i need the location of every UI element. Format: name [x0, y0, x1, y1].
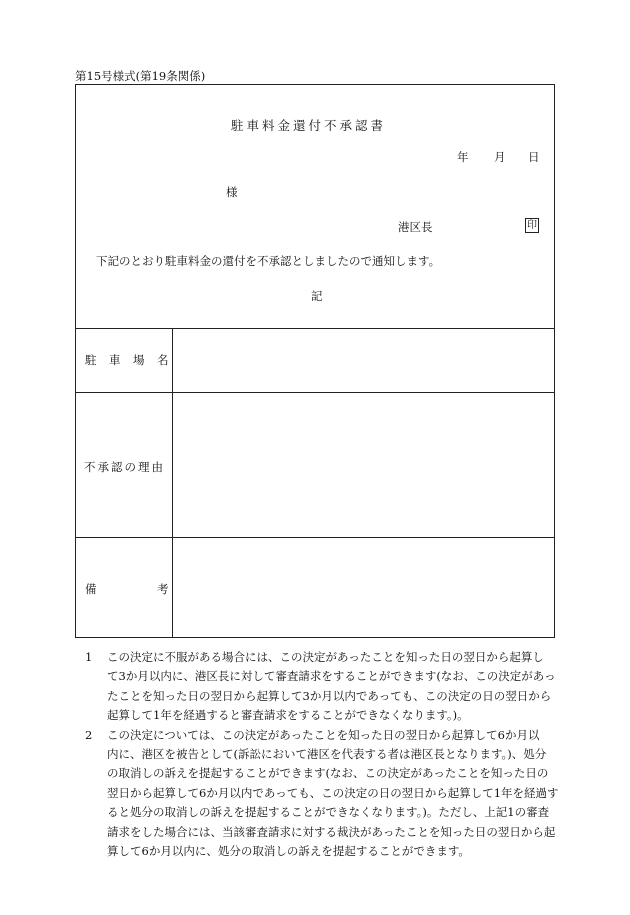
remarks-label-1: 備: [85, 582, 97, 596]
note-line: 起算して1年を経過すると審査請求をすることができなくなります。)。: [107, 708, 469, 723]
note-line: たことを知った日の翌日から起算して3か月以内であっても、この決定の日の翌日から: [107, 688, 552, 703]
note-line: 内に、港区を被告として(訴訟において港区を代表する者は港区長となります。)、処分: [107, 747, 547, 762]
note-item: [85, 648, 560, 726]
date-month-label: 月: [494, 150, 506, 164]
note-item: [85, 726, 560, 862]
document-title: 駐車料金還付不承認書: [231, 118, 387, 133]
remarks-field[interactable]: [173, 538, 555, 637]
parking-name-field[interactable]: [173, 329, 555, 391]
note-line: 翌日から起算して6か月以内であっても、この決定の日の翌日から起算して1年を経過す: [107, 785, 559, 800]
ki-heading: 記: [311, 289, 323, 303]
note-number: 1: [85, 650, 93, 664]
note-line: て3か月以内に、港区長に対して審査請求をすることができます(なお、この決定があっ: [107, 669, 556, 684]
notes-section: [85, 648, 560, 861]
parking-name-label-4: 名: [157, 353, 169, 367]
parking-name-label-1: 駐: [85, 353, 97, 367]
parking-name-label-3: 場: [133, 353, 145, 367]
reason-label: 不承認の理由: [84, 460, 165, 474]
intro-text: 下記のとおり駐車料金の還付を不承認としましたので通知します。: [96, 254, 441, 268]
note-line: の取消しの訴えを提起することができます(なお、この決定があったことを知った日の: [107, 766, 549, 781]
note-line: ると処分の取消しの訴えを提起することができなくなります。)。ただし、上記1の審査: [107, 805, 550, 820]
reason-field[interactable]: [173, 393, 555, 536]
addressee-suffix: 様: [226, 185, 238, 199]
note-number: 2: [85, 727, 93, 742]
note-line: 請求をした場合には、当該審査請求に対する裁決があったことを知った日の翌日から起: [107, 824, 556, 839]
form-number: 第15号様式(第19条関係): [75, 69, 206, 83]
seal-mark: 印: [527, 220, 537, 231]
note-line: この決定については、この決定があったことを知った日の翌日から起算して6か月以: [107, 727, 540, 742]
date-year-label: 年: [457, 150, 469, 164]
date-day-label: 日: [528, 150, 540, 164]
parking-name-label-2: 車: [109, 353, 121, 367]
remarks-label-2: 考: [157, 582, 169, 596]
note-line: この決定に不服がある場合には、この決定があったことを知った日の翌日から起算し: [107, 650, 544, 664]
issuer-name: 港区長: [398, 220, 433, 234]
form-box: [75, 84, 555, 638]
note-body: [107, 726, 560, 862]
note-line: 算して6か月以内に、処分の取消しの訴えを提起することができます。: [107, 844, 470, 859]
note-body: [107, 648, 560, 726]
